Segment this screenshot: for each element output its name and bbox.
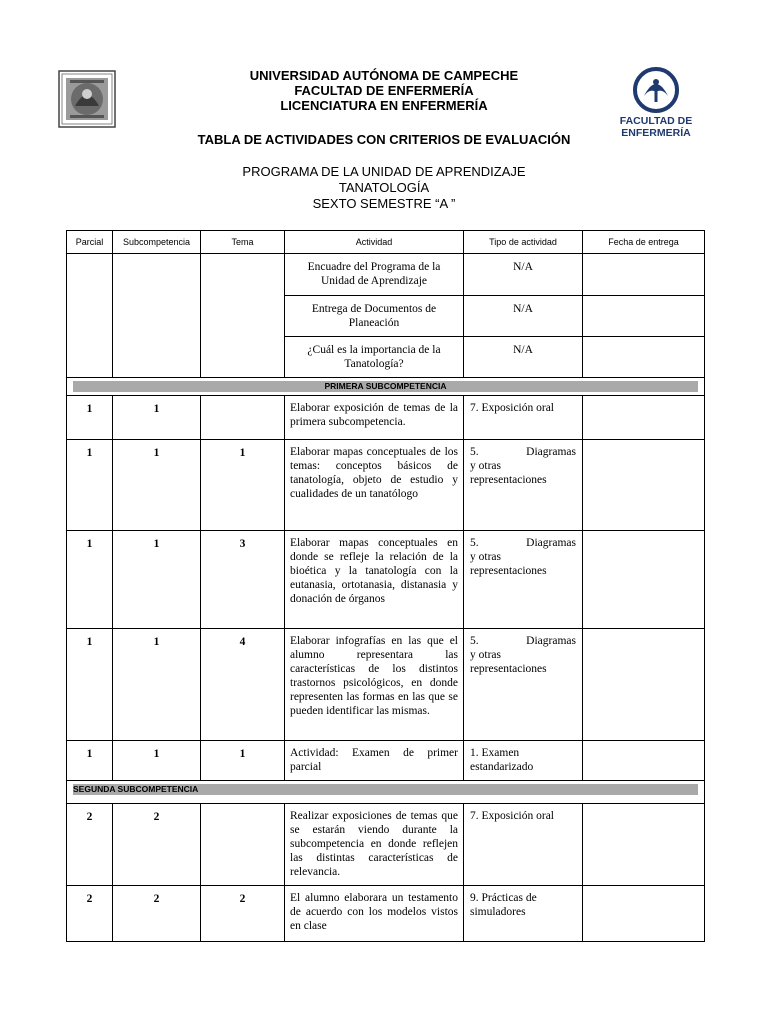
parcial-cell: 1	[67, 440, 113, 531]
col-header-subcompetencia: Subcompetencia	[113, 231, 201, 254]
table-title: TABLA DE ACTIVIDADES CON CRITERIOS DE EVALUACIÓN	[197, 132, 571, 147]
col-header-tipo: Tipo de actividad	[464, 231, 583, 254]
tema-cell	[201, 254, 285, 378]
tipo-rest: y otras representaciones	[470, 649, 547, 675]
faculty-name: FACULTAD DE ENFERMERÍA	[294, 83, 474, 98]
section-row	[67, 781, 705, 804]
tema-cell: 3	[201, 531, 285, 629]
fecha-cell	[583, 886, 705, 942]
degree-name: LICENCIATURA EN ENFERMERÍA	[280, 98, 488, 113]
table-row	[67, 396, 705, 440]
tipo-cell	[464, 531, 583, 629]
parcial-cell: 1	[67, 741, 113, 781]
tema-cell: 1	[201, 440, 285, 531]
faculty-logo	[618, 66, 694, 146]
fecha-cell	[583, 440, 705, 531]
tipo-cell: N/A	[464, 254, 583, 296]
subcompetencia-cell: 1	[113, 396, 201, 440]
fecha-cell	[583, 254, 705, 296]
actividad-cell: Actividad: Examen de primer parcial	[285, 741, 464, 781]
tipo-word: Diagramas	[526, 635, 576, 647]
subcompetencia-cell: 1	[113, 629, 201, 741]
faculty-logo-text-1: FACULTAD DE	[619, 115, 693, 127]
table-row	[67, 741, 705, 781]
tipo-cell	[464, 440, 583, 531]
tipo-cell: 1. Examen estandarizado	[464, 741, 583, 781]
tipo-number: 5.	[470, 446, 479, 458]
fecha-cell	[583, 531, 705, 629]
actividad-cell: Elaborar mapas conceptuales de los temas: conceptos básicos de tanatología, objeto de estudio y cualidades de un tanatólogo	[285, 440, 464, 531]
col-header-fecha: Fecha de entrega	[583, 231, 705, 254]
tipo-number: 5.	[470, 537, 479, 549]
col-header-actividad: Actividad	[285, 231, 464, 254]
actividad-cell: Entrega de Documentos de Planeación	[285, 296, 464, 337]
fecha-cell	[583, 396, 705, 440]
tipo-cell: N/A	[464, 296, 583, 337]
university-name: UNIVERSIDAD AUTÓNOMA DE CAMPECHE	[249, 68, 519, 83]
program-name: PROGRAMA DE LA UNIDAD DE APRENDIZAJE	[242, 164, 526, 179]
semester-label: SEXTO SEMESTRE “A ”	[312, 196, 456, 211]
tipo-number: 5.	[470, 635, 479, 647]
subcompetencia-cell: 2	[113, 804, 201, 886]
subcompetencia-cell: 1	[113, 531, 201, 629]
university-seal-logo	[58, 70, 116, 128]
section-label-segunda: SEGUNDA SUBCOMPETENCIA	[73, 784, 698, 795]
table-row	[67, 531, 705, 629]
col-header-parcial: Parcial	[67, 231, 113, 254]
fecha-cell	[583, 804, 705, 886]
table-row	[67, 440, 705, 531]
tema-cell	[201, 396, 285, 440]
fecha-cell	[583, 296, 705, 337]
actividad-cell: Elaborar exposición de temas de la primera subcompetencia.	[285, 396, 464, 440]
tipo-word: Diagramas	[526, 446, 576, 458]
table-row	[67, 886, 705, 942]
fecha-cell	[583, 741, 705, 781]
actividad-cell: Elaborar infografías en las que el alumno representara las características de los distintos trastornos psicológicos, en donde representen las formas en las que se pueden identificar las mismas.	[285, 629, 464, 741]
parcial-cell: 2	[67, 886, 113, 942]
tipo-cell	[464, 629, 583, 741]
tipo-rest: y otras representaciones	[470, 460, 547, 486]
table-row	[67, 629, 705, 741]
table-row	[67, 254, 705, 296]
subject-name: TANATOLOGÍA	[338, 180, 430, 195]
subcompetencia-cell: 1	[113, 440, 201, 531]
actividad-cell: Elaborar mapas conceptuales en donde se refleje la relación de la bioética y la tanatología con la eutanasia, ortotanasia, distanasia y donación de órganos	[285, 531, 464, 629]
col-header-tema: Tema	[201, 231, 285, 254]
tipo-rest: y otras representaciones	[470, 551, 547, 577]
faculty-logo-text-2: ENFERMERÍA	[621, 127, 691, 139]
parcial-cell: 2	[67, 804, 113, 886]
tema-cell	[201, 804, 285, 886]
tema-cell: 1	[201, 741, 285, 781]
tipo-cell: 7. Exposición oral	[464, 804, 583, 886]
activities-table	[66, 230, 705, 942]
table-header-row	[67, 231, 705, 254]
parcial-cell: 1	[67, 531, 113, 629]
tipo-cell: 9. Prácticas de simuladores	[464, 886, 583, 942]
subcompetencia-cell: 2	[113, 886, 201, 942]
tipo-cell: N/A	[464, 337, 583, 378]
tipo-word: Diagramas	[526, 537, 576, 549]
table-row	[67, 804, 705, 886]
fecha-cell	[583, 337, 705, 378]
section-label-primera: PRIMERA SUBCOMPETENCIA	[73, 381, 698, 392]
actividad-cell: ¿Cuál es la importancia de la Tanatología?	[285, 337, 464, 378]
tema-cell: 4	[201, 629, 285, 741]
tipo-cell: 7. Exposición oral	[464, 396, 583, 440]
parcial-cell	[67, 254, 113, 378]
actividad-cell: El alumno elaborara un testamento de acuerdo con los modelos vistos en clase	[285, 886, 464, 942]
actividad-cell: Realizar exposiciones de temas que se estarán viendo durante la subcompetencia en donde reflejen las distintas características de relevancia.	[285, 804, 464, 886]
tema-cell: 2	[201, 886, 285, 942]
section-row	[67, 378, 705, 396]
actividad-cell: Encuadre del Programa de la Unidad de Aprendizaje	[285, 254, 464, 296]
parcial-cell: 1	[67, 629, 113, 741]
parcial-cell: 1	[67, 396, 113, 440]
fecha-cell	[583, 629, 705, 741]
subcompetencia-cell	[113, 254, 201, 378]
subcompetencia-cell: 1	[113, 741, 201, 781]
